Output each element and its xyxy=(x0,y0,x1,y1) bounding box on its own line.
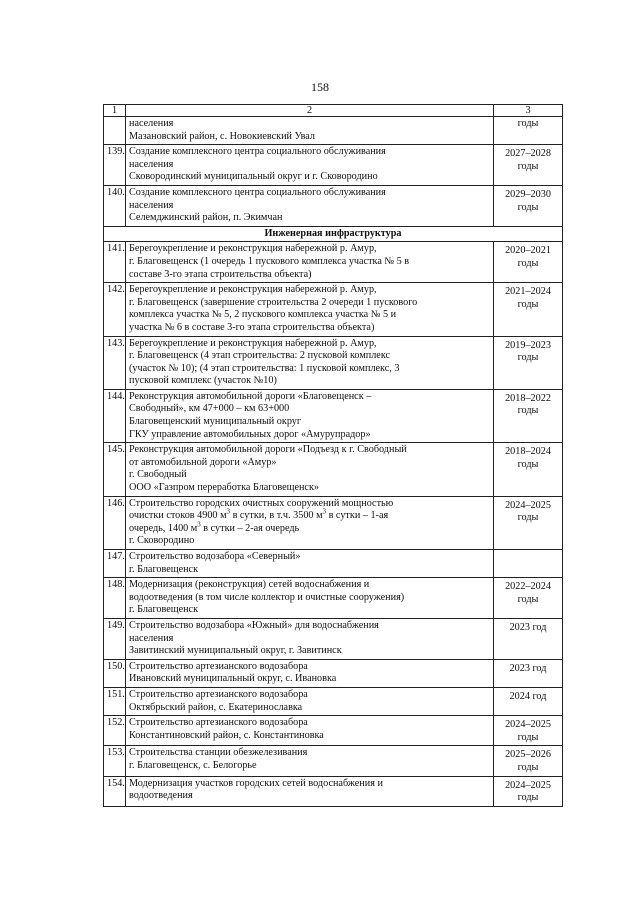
row-description xyxy=(126,336,494,389)
table-row xyxy=(104,550,563,578)
description-line: ГКУ управление автомобильных дорог «Амурупрадор» xyxy=(129,428,371,440)
description-line: Константиновский район, с. Константиновка xyxy=(129,729,324,741)
description-line: г. Благовещенск (завершение строительства 2 очереди 1 пускового xyxy=(129,296,418,308)
description-line: г. Благовещенск xyxy=(129,563,199,575)
description-line: населения xyxy=(129,199,174,211)
table-row xyxy=(104,242,563,283)
description-line: от автомобильной дороги «Амур» xyxy=(129,456,277,468)
row-number: 139. xyxy=(104,145,126,186)
row-period xyxy=(494,242,563,283)
row-description xyxy=(126,389,494,442)
row-number: 153. xyxy=(104,746,126,776)
row-number: 141. xyxy=(104,242,126,283)
period-line: годы xyxy=(517,405,539,417)
period-line: годы xyxy=(517,792,539,804)
description-line: Берегоукрепление и реконструкция набережной р. Амур, xyxy=(129,337,377,349)
row-period xyxy=(494,185,563,226)
text-fragment: в сутки, в т.ч. 3500 м xyxy=(230,510,323,522)
description-line: Мазановский район, с. Новокиевский Увал xyxy=(129,130,315,142)
row-period xyxy=(494,389,563,442)
period-line: годы xyxy=(517,593,539,605)
description-line: Октябрьский район, с. Екатеринославка xyxy=(129,701,303,713)
table-row xyxy=(104,185,563,226)
description-line: комплекса участка № 5, 2 пускового комплекса участка № 5 и xyxy=(129,309,397,321)
row-description xyxy=(126,578,494,619)
row-number: 151. xyxy=(104,687,126,715)
column-header-2: 2 xyxy=(126,105,494,117)
period-line: годы xyxy=(517,761,539,773)
period-line: 2019–2023 xyxy=(505,339,551,351)
row-description xyxy=(126,117,494,145)
row-period xyxy=(494,283,563,336)
row-period xyxy=(494,618,563,659)
row-number: 148. xyxy=(104,578,126,619)
row-period xyxy=(494,117,563,145)
row-number: 147. xyxy=(104,550,126,578)
period-line: 2027–2028 xyxy=(505,148,551,160)
row-number: 145. xyxy=(104,443,126,496)
row-description xyxy=(126,550,494,578)
description-line: г. Свободный xyxy=(129,469,187,481)
description-line: Строительства станции обезжелезивания xyxy=(129,747,308,759)
description-line: Ивановский муниципальный округ, с. Ивановка xyxy=(129,673,337,685)
period-line: 2020–2021 xyxy=(505,245,551,257)
description-line: Реконструкция автомобильной дороги «Подъезд к г. Свободный xyxy=(129,444,407,456)
row-description xyxy=(126,496,494,549)
row-number: 150. xyxy=(104,659,126,687)
row-number: 144. xyxy=(104,389,126,442)
row-number xyxy=(104,117,126,145)
row-description xyxy=(126,443,494,496)
description-line: Берегоукрепление и реконструкция набережной р. Амур, xyxy=(129,243,377,255)
description-line: Благовещенский муниципальный округ xyxy=(129,416,302,428)
table-row xyxy=(104,145,563,186)
description-line: Создание комплексного центра социального обслуживания xyxy=(129,146,386,158)
period-line: годы xyxy=(517,731,539,743)
description-line: Создание комплексного центра социального обслуживания xyxy=(129,186,386,198)
row-period xyxy=(494,336,563,389)
period-line: 2021–2024 xyxy=(505,286,551,298)
period-line: 2025–2026 xyxy=(505,749,551,761)
description-line: Сковородинский муниципальный округ и г. Сковородино xyxy=(129,171,378,183)
superscript: 3 xyxy=(197,520,201,529)
row-number: 143. xyxy=(104,336,126,389)
description-line: (участок № 10); (4 этап строительства: 1 пусковой комплекс, 3 xyxy=(129,362,400,374)
period-line: 2022–2024 xyxy=(505,581,551,593)
description-line: водоотведения xyxy=(129,790,193,802)
period-line: годы xyxy=(517,512,539,524)
superscript: 3 xyxy=(322,507,327,516)
projects-table xyxy=(103,104,563,807)
description-line xyxy=(129,520,490,536)
description-line: Завитинский муниципальный округ, г. Завитинск xyxy=(129,645,342,657)
description-line: Строительство артезианского водозабора xyxy=(129,717,308,729)
superscript: 3 xyxy=(226,507,231,516)
description-line: Селемджинский район, п. Экимчан xyxy=(129,212,283,224)
period-line: годы xyxy=(517,160,539,172)
description-line: г. Сковородино xyxy=(129,535,195,547)
row-period xyxy=(494,687,563,715)
period-line: годы xyxy=(517,352,539,364)
description-line: Свободный», км 47+000 – км 63+000 xyxy=(129,403,290,415)
period-line: 2029–2030 xyxy=(505,188,551,200)
description-line: Строительство водозабора «Северный» xyxy=(129,551,301,562)
text-fragment: в сутки – 1-ая xyxy=(326,510,389,522)
description-line: г. Благовещенск xyxy=(129,604,199,616)
table-row xyxy=(104,776,563,806)
text-fragment: очередь, 1400 м xyxy=(129,522,198,534)
period-line: 2018–2022 xyxy=(505,392,551,404)
row-period xyxy=(494,716,563,746)
row-period xyxy=(494,578,563,619)
row-description xyxy=(126,242,494,283)
period-line: годы xyxy=(517,118,539,129)
column-header-1: 1 xyxy=(104,105,126,117)
description-line: ООО «Газпром переработка Благовещенск» xyxy=(129,482,319,494)
description-line xyxy=(129,507,490,523)
text-fragment: в сутки – 2-ая очередь xyxy=(200,522,300,534)
table-row xyxy=(104,443,563,496)
description-line: Реконструкция автомобильной дороги «Благовещенск – xyxy=(129,390,372,402)
row-period xyxy=(494,550,563,578)
row-period xyxy=(494,443,563,496)
column-header-3: 3 xyxy=(494,105,563,117)
section-header-row xyxy=(104,226,563,242)
row-period xyxy=(494,659,563,687)
row-description xyxy=(126,687,494,715)
period-line: 2024–2025 xyxy=(505,719,551,731)
table-row xyxy=(104,618,563,659)
description-line: Модернизация (реконструкция) сетей водоснабжения и xyxy=(129,579,370,591)
description-line: Модернизация участков городских сетей водоснабжения и xyxy=(129,777,383,789)
description-line: населения xyxy=(129,158,174,170)
continuation-row xyxy=(104,117,563,145)
period-line: 2024 год xyxy=(509,690,547,702)
page-number: 158 xyxy=(311,80,329,94)
description-line: пусковой комплекс (участок №10) xyxy=(129,375,277,387)
row-period xyxy=(494,496,563,549)
description-line: Строительство городских очистных сооружений мощностью xyxy=(129,497,394,509)
description-line: Берегоукрепление и реконструкция набережной р. Амур, xyxy=(129,284,377,296)
table-row xyxy=(104,716,563,746)
description-line: Строительство водозабора «Южный» для водоснабжения xyxy=(129,619,379,631)
row-number: 142. xyxy=(104,283,126,336)
row-description xyxy=(126,659,494,687)
row-period xyxy=(494,776,563,806)
row-description xyxy=(126,746,494,776)
description-line: водоотведения (в том числе коллектор и очистные сооружения) xyxy=(129,591,405,603)
period-line: 2018–2024 xyxy=(505,446,551,458)
table-row xyxy=(104,336,563,389)
table-row xyxy=(104,283,563,336)
row-number: 146. xyxy=(104,496,126,549)
period-line: годы xyxy=(517,458,539,470)
period-line: годы xyxy=(517,201,539,213)
row-description xyxy=(126,145,494,186)
row-number: 152. xyxy=(104,716,126,746)
table-row xyxy=(104,389,563,442)
table-row xyxy=(104,659,563,687)
table-row xyxy=(104,746,563,776)
description-line: Строительство артезианского водозабора xyxy=(129,688,308,700)
description-line: г. Благовещенск (1 очередь 1 пускового комплекса участка № 5 в xyxy=(129,255,410,267)
table-row xyxy=(104,496,563,549)
table-row xyxy=(104,687,563,715)
description-line: Строительство артезианского водозабора xyxy=(129,660,308,672)
row-number: 149. xyxy=(104,618,126,659)
row-description xyxy=(126,776,494,806)
description-line: г. Благовещенск (4 этап строительства: 2 пусковой комплекс xyxy=(129,350,391,362)
period-line: 2024–2025 xyxy=(505,499,551,511)
row-period xyxy=(494,145,563,186)
period-line: годы xyxy=(517,257,539,269)
row-description xyxy=(126,185,494,226)
period-line: 2023 год xyxy=(509,662,547,674)
row-description xyxy=(126,716,494,746)
row-period xyxy=(494,746,563,776)
section-title: Инженерная инфраструктура xyxy=(104,226,563,242)
text-fragment: очистки стоков 4900 м xyxy=(129,510,227,522)
period-line: годы xyxy=(517,298,539,310)
row-number: 140. xyxy=(104,185,126,226)
row-number: 154. xyxy=(104,776,126,806)
description-line: г. Благовещенск, с. Белогорье xyxy=(129,759,257,771)
period-line: 2023 год xyxy=(509,621,547,633)
description-line: населения xyxy=(129,632,174,644)
header-row xyxy=(104,105,563,117)
table-row xyxy=(104,578,563,619)
description-line: составе 3-го этапа строительства объекта) xyxy=(129,268,312,280)
row-description xyxy=(126,283,494,336)
row-description xyxy=(126,618,494,659)
description-line: участка № 6 в составе 3-го этапа строительства объекта) xyxy=(129,321,375,333)
period-line: 2024–2025 xyxy=(505,779,551,791)
description-line: населения xyxy=(129,118,174,129)
